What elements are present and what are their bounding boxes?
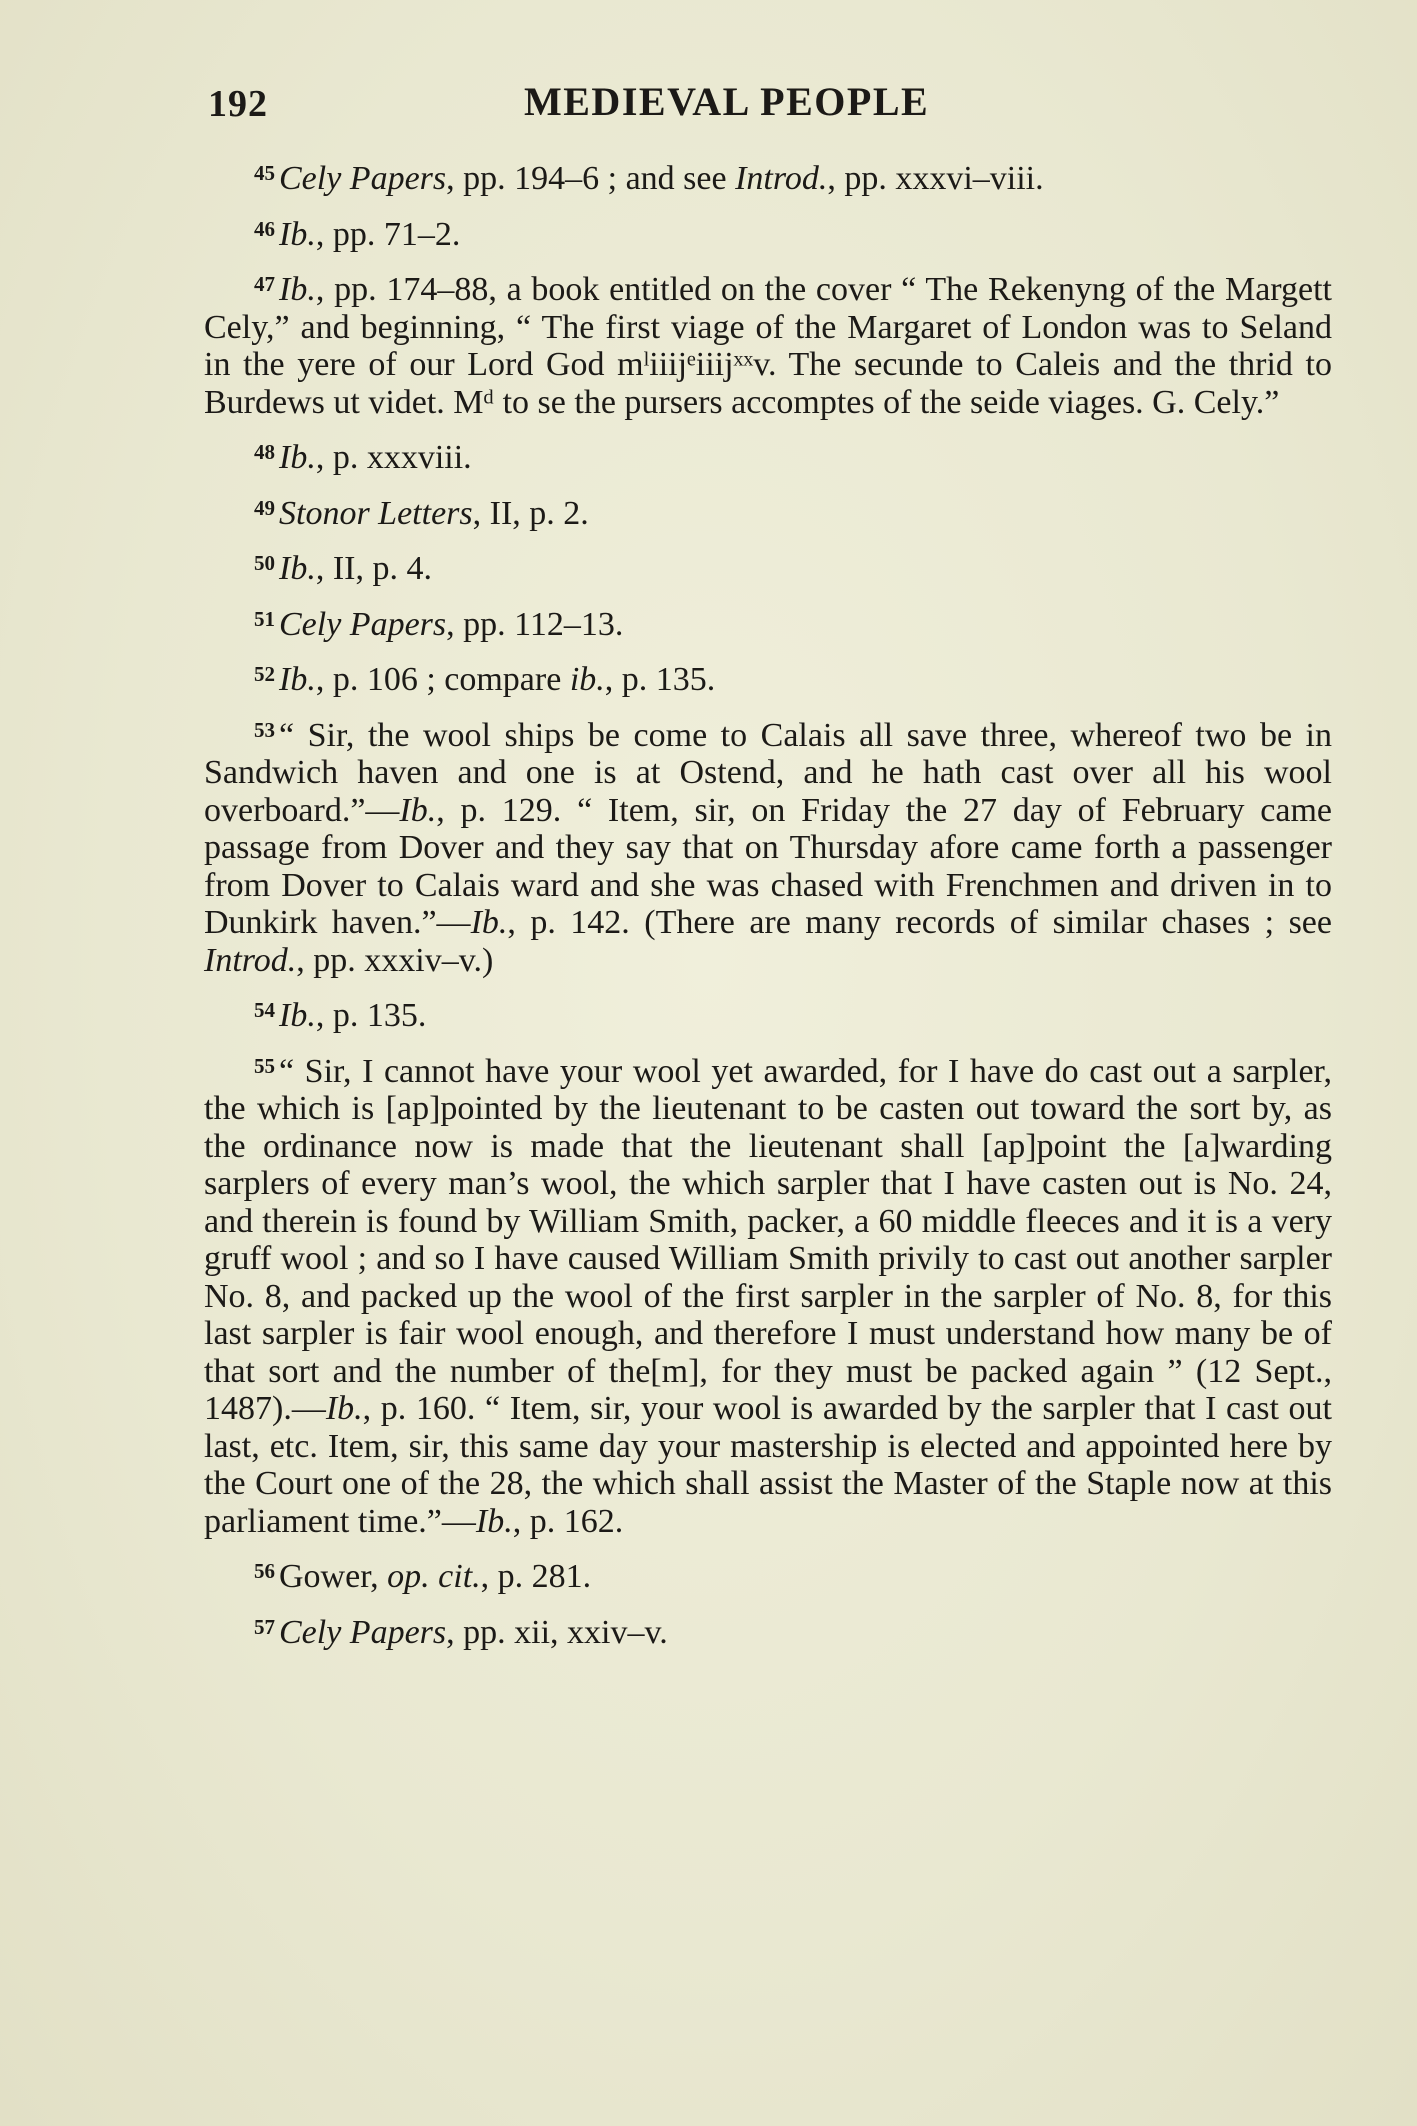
endnote-text: , II, p. 4. xyxy=(315,550,432,587)
endnote-italic-text: Introd. xyxy=(735,160,828,197)
endnote-italic-text: Ib. xyxy=(279,661,316,698)
endnote xyxy=(204,656,1332,699)
endnotes-list xyxy=(204,155,1332,1664)
endnote xyxy=(204,1609,1332,1652)
endnote-text: , pp. xii, xxiv–v. xyxy=(446,1613,668,1651)
endnote-italic-text: Ib. xyxy=(475,1502,513,1540)
endnote xyxy=(204,434,1332,477)
endnote xyxy=(204,1048,1332,1541)
endnote-text: , p. 160. “ Item, sir, your wool is awarded by the sarpler that I cast out last, etc. Item, sir, this same day your mastership is elected and appointed here by the Court one of the 28, the which shall assist the Master of the Staple now at this parliament time.”— xyxy=(204,1390,1332,1540)
endnote-text: Gower, xyxy=(279,1558,388,1595)
endnote-text: , pp. 174–88, a book entitled on the cover “ The Rekenyng of the Margett Cely,” and beginning, “ The first viage of the Margaret of London was to Seland in the yere of our Lord God mˡiiijᵉiiijˣˣv. The secunde to Caleis and the thrid to Burdews ut videt. Mᵈ to se the pursers accomptes of the seide viages. G. Cely.” xyxy=(204,271,1332,421)
endnote-text: , II, p. 2. xyxy=(472,494,589,532)
endnote-text: , pp. 194–6 ; and see xyxy=(446,160,736,197)
endnote xyxy=(204,545,1332,588)
endnote-italic-text: Stonor Letters xyxy=(279,494,473,532)
endnote-number: 57 xyxy=(254,1614,275,1639)
page-number: 192 xyxy=(208,83,268,125)
endnote-italic-text: op. cit. xyxy=(387,1558,481,1595)
endnote xyxy=(204,992,1332,1035)
endnote-italic-text: Ib. xyxy=(279,271,316,308)
endnote-text: , pp. 112–13. xyxy=(446,605,624,643)
endnote xyxy=(204,266,1332,421)
endnote-number: 45 xyxy=(254,161,275,185)
endnote-text: , p. 135. xyxy=(315,997,427,1034)
endnote-text: , p. xxxviii. xyxy=(315,439,472,476)
endnote-italic-text: Introd. xyxy=(204,941,297,979)
endnote xyxy=(204,490,1332,533)
endnote-text: , pp. 71–2. xyxy=(315,215,461,253)
endnote-italic-text: Ib. xyxy=(399,791,437,829)
endnote xyxy=(204,211,1332,254)
endnote xyxy=(204,1553,1332,1596)
endnote-italic-text: Ib. xyxy=(279,215,316,253)
running-title: MEDIEVAL PEOPLE xyxy=(524,79,930,124)
endnote-number: 46 xyxy=(254,216,275,241)
endnote-italic-text: Ib. xyxy=(279,439,316,476)
endnote-text: , pp. xxxvi–viii. xyxy=(827,160,1044,197)
endnote-italic-text: Cely Papers xyxy=(279,1613,447,1651)
endnote-italic-text: Cely Papers xyxy=(279,605,447,643)
endnote-italic-text: ib. xyxy=(569,661,605,698)
endnote-text: , p. 135. xyxy=(604,661,716,698)
endnote-number: 49 xyxy=(254,495,275,520)
endnote-number: 48 xyxy=(254,440,275,464)
endnote xyxy=(204,712,1332,980)
endnote-text: , pp. xxxiv–v.) xyxy=(296,941,494,979)
page-header xyxy=(208,79,1330,142)
endnote-number: 50 xyxy=(254,551,275,575)
endnote-text: , p. 162. xyxy=(512,1502,624,1540)
endnote-number: 52 xyxy=(254,662,275,686)
endnote-italic-text: Ib. xyxy=(279,997,316,1034)
endnote-italic-text: Ib. xyxy=(279,550,316,587)
endnote-number: 51 xyxy=(254,606,275,631)
endnote-number: 55 xyxy=(254,1053,275,1078)
endnote xyxy=(204,601,1332,644)
endnote-text: “ Sir, I cannot have your wool yet awarded, for I have do cast out a sarpler, the which is [ap]pointed by the lieutenant to be casten out toward the sort by, as the ordinance now is made that the lieutenant shall [ap]point the [a]warding sarplers of every man’s wool, the which sarpler that I have casten out is No. 24, and therein is found by William Smith, packer, a 60 middle fleeces and it is a very gruff wool ; and so I have caused William Smith privily to cast out another sarpler No. 8, and packed up the wool of the first sarpler in the sarpler of No. 8, for this last sarpler is fair wool enough, and therefore I must understand how many be of that sort and the number of the[m], for they must be packed again ” (12 Sept., 1487).— xyxy=(204,1052,1332,1427)
endnote-italic-text: Ib. xyxy=(325,1390,363,1427)
endnote-number: 47 xyxy=(254,272,275,296)
endnote-italic-text: Cely Papers xyxy=(279,160,447,197)
endnote-number: 56 xyxy=(254,1559,275,1583)
endnote-text: “ Sir, the wool ships be come to Calais all save three, whereof two be in Sandwich haven and one is at Ostend, and he hath cast over all his wool overboard.”— xyxy=(204,716,1332,829)
endnote-italic-text: Ib. xyxy=(470,904,508,941)
endnote-text: , p. 142. (There are many records of similar chases ; see xyxy=(507,904,1332,941)
endnote-number: 53 xyxy=(254,717,275,742)
endnote-text: , p. 281. xyxy=(480,1558,592,1595)
endnote xyxy=(204,155,1332,198)
endnote-text: , p. 129. “ Item, sir, on Friday the 27 day of February came passage from Dover and they say that on Thursday afore came forth a passenger from Dover to Calais ward and she was chased with Frenchmen and driven in to Dunkirk haven.”— xyxy=(204,791,1332,941)
endnote-text: , p. 106 ; compare xyxy=(315,661,570,698)
endnote-number: 54 xyxy=(254,998,275,1022)
